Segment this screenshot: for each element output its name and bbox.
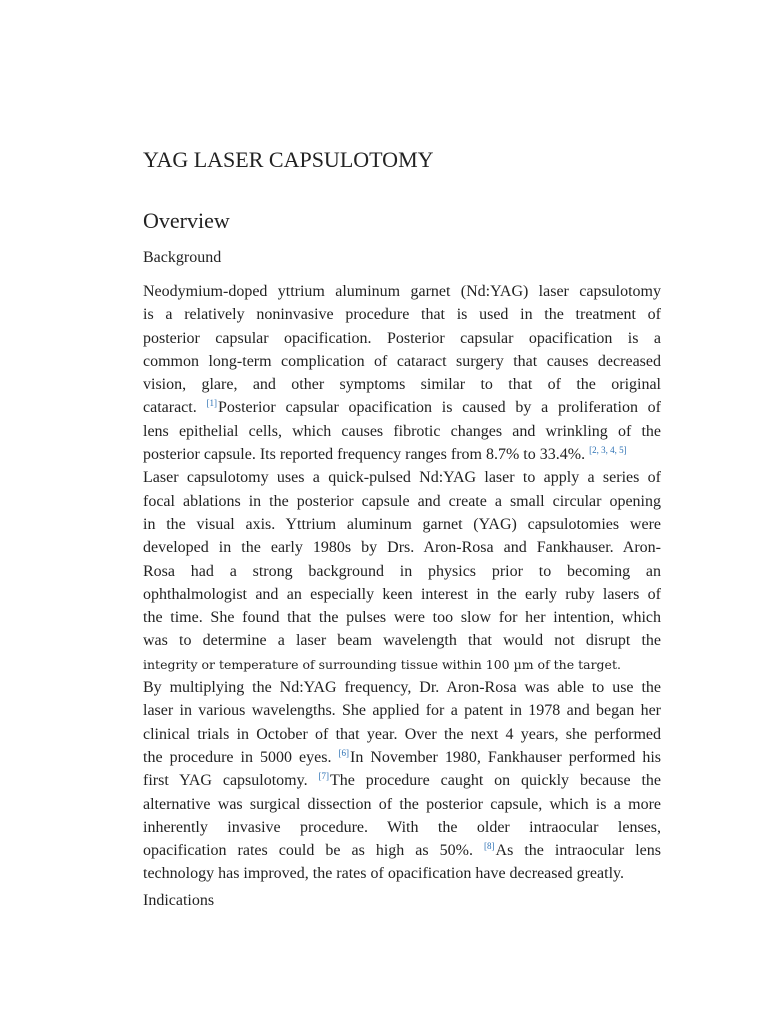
body-line	[143, 350, 661, 373]
body-line	[143, 746, 661, 769]
body-line-text: the procedure in 5000 eyes.	[143, 748, 332, 766]
body-line-text: In November 1980, Fankhauser performed his	[350, 748, 662, 766]
body-line-text: opacification rates could be as high as 50%.	[143, 842, 473, 860]
body-line	[143, 793, 661, 816]
subheading-background: Background	[143, 249, 222, 266]
body-line-text: By multiplying the Nd:YAG frequency, Dr. Aron-Rosa was able to use the	[143, 679, 661, 697]
body-line	[143, 373, 661, 396]
body-line	[143, 699, 661, 722]
body-line	[143, 443, 661, 466]
body-line-text: integrity or temperature of surrounding tissue within 100 µm of the target.	[143, 656, 621, 672]
body-line	[143, 466, 661, 489]
body-line-text: Posterior capsular opacification is caused by a proliferation of	[217, 399, 661, 417]
body-line-text: laser in various wavelengths. She applied for a patent in 1978 and began her	[143, 702, 661, 720]
body-line-text: ophthalmologist and an especially keen interest in the early ruby lasers of	[143, 585, 661, 603]
body-line	[143, 420, 661, 443]
body-line-text: Rosa had a strong background in physics prior to becoming an	[143, 562, 661, 580]
body-line-text: in the visual axis. Yttrium aluminum garnet (YAG) capsulotomies were	[143, 515, 661, 533]
document-title: YAG LASER CAPSULOTOMY	[143, 147, 434, 172]
body-line	[143, 583, 661, 606]
body-line	[143, 280, 661, 303]
body-line-text: Laser capsulotomy uses a quick-pulsed Nd:YAG laser to apply a series of	[143, 469, 661, 487]
body-line-text: developed in the early 1980s by Drs. Aron-Rosa and Fankhauser. Aron-	[143, 539, 661, 557]
body-line	[143, 303, 661, 326]
citation-link[interactable]: [2, 3, 4, 5]	[589, 445, 627, 456]
body-line	[143, 676, 661, 699]
citation-link[interactable]: [7]	[318, 771, 329, 782]
body-line-text: cataract.	[143, 399, 197, 417]
body-paragraph	[143, 280, 661, 886]
body-line	[143, 536, 661, 559]
body-line-text: lens epithelial cells, which causes fibrotic changes and wrinkling of the	[143, 422, 661, 440]
body-line	[143, 653, 661, 676]
body-line-text: was to determine a laser beam wavelength that would not disrupt the	[143, 632, 661, 650]
citation-link[interactable]: [6]	[338, 747, 349, 758]
body-line-text: technology has improved, the rates of opacification have decreased greatly.	[143, 865, 624, 883]
citation-link[interactable]: [1]	[206, 398, 217, 409]
body-line	[143, 723, 661, 746]
body-line	[143, 839, 661, 862]
body-line	[143, 560, 661, 583]
body-line	[143, 629, 661, 652]
body-line	[143, 513, 661, 536]
body-line-text: alternative was surgical dissection of the posterior capsule, which is a more	[143, 795, 661, 813]
body-line-text: posterior capsule. Its reported frequency ranges from 8.7% to 33.4%.	[143, 446, 586, 464]
body-line-text: common long-term complication of cataract surgery that causes decreased	[143, 352, 661, 370]
body-line-text: focal ablations in the posterior capsule and create a small circular opening	[143, 492, 661, 510]
body-line-text: clinical trials in October of that year. Over the next 4 years, she performed	[143, 725, 661, 743]
body-line-text: Neodymium-doped yttrium aluminum garnet (Nd:YAG) laser capsulotomy	[143, 283, 661, 300]
body-line-text: The procedure caught on quickly because the	[330, 772, 662, 790]
body-line	[143, 769, 661, 792]
body-line	[143, 327, 661, 350]
body-line-text: vision, glare, and other symptoms similar to that of the original	[143, 376, 661, 394]
body-line-text: As the intraocular lens	[495, 842, 662, 860]
body-line	[143, 606, 661, 629]
citation-link[interactable]: [8]	[484, 841, 495, 852]
body-line-text: inherently invasive procedure. With the older intraocular lenses,	[143, 818, 661, 836]
subheading-indications: Indications	[143, 892, 215, 909]
section-heading-overview: Overview	[143, 208, 230, 233]
body-line	[143, 862, 661, 885]
body-line	[143, 816, 661, 839]
body-line-text: is a relatively noninvasive procedure that is used in the treatment of	[143, 306, 661, 324]
body-line	[143, 396, 661, 419]
body-line-text: first YAG capsulotomy.	[143, 772, 308, 790]
body-line-text: posterior capsular opacification. Posterior capsular opacification is a	[143, 329, 661, 347]
body-line-text: the time. She found that the pulses were too slow for her intention, which	[143, 609, 661, 627]
body-line	[143, 490, 661, 513]
